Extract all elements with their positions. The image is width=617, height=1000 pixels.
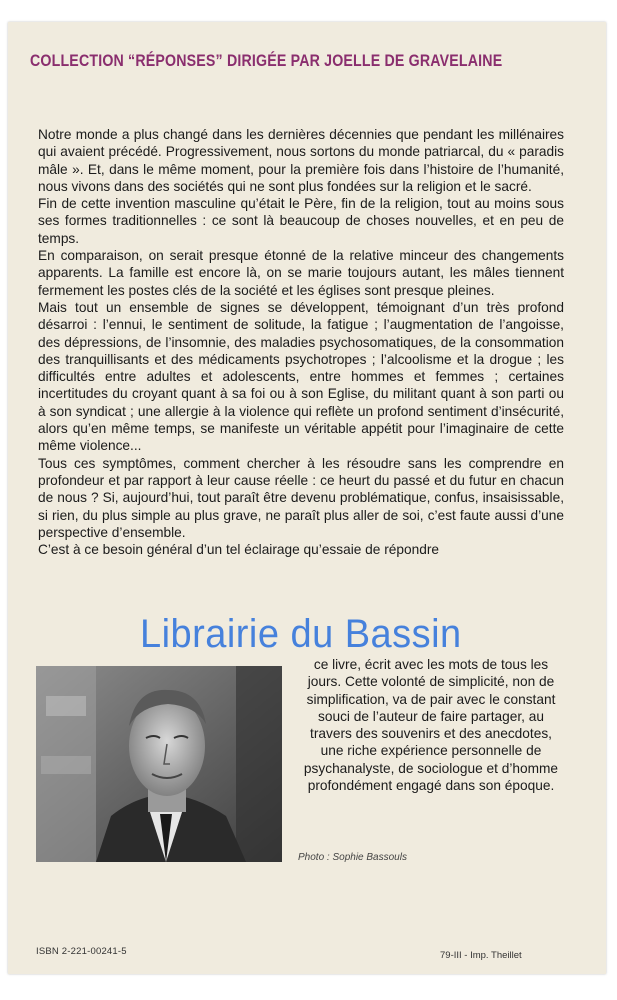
printer-label: 79-III - Imp. Theillet [440,950,522,961]
paragraph: Mais tout un ensemble de signes se développent, témoignant d’un très profond désarroi : l’ennui, le sentiment de solitude, la fatigue ; l’augmentation de l’angoisse, des dépressions, de l’insomnie, des maladies psychosomatiques, de la consommation des tranquillisants et des médicaments psychotropes ; l’alcoolisme et la drogue ; les difficultés entre adultes et adolescents, entre hommes et femmes ; certaines incertitudes du croyant quant à sa foi ou à son Eglise, du militant quant à son parti ou à son syndicat ; une allergie à la violence qui reflète un profond sentiment d’insécurité, alors qu’en même temps, se manifeste un véritable appétit pour l’imaginaire de cette même violence... [38,299,564,454]
portrait-side-text: ce livre, écrit avec les mots de tous les jours. Cette volonté de simplicité, non de simplification, va de pair avec le constant souci de l’auteur de faire partager, au travers des souvenirs et des anecdotes, une riche expérience personnelle de psychanalyste, de sociologue et d’homme profondément engagé dans son époque. [303,657,559,794]
collection-header-text: COLLECTION “RÉPONSES” DIRIGÉE PAR JOELLE DE GRAVELAINE [30,52,503,70]
photo-credit: Photo : Sophie Bassouls [298,852,407,863]
bookseller-watermark: Librairie du Bassin [140,612,462,656]
author-portrait-image [36,666,282,862]
author-photo [36,666,282,862]
paragraph: Notre monde a plus changé dans les dernières décennies que pendant les millénaires qui avaient précédé. Progressivement, nous sortons du monde patriarcal, du « paradis mâle ». Et, dans le même moment, pour la première fois dans l’histoire de l’humanité, nous vivons dans des sociétés qui ne sont plus fondées sur la religion et le sacré. [38,127,564,194]
paragraph: Tous ces symptômes, comment chercher à les résoudre sans les comprendre en profondeur et par rapport à leur cause réelle : ce heurt du passé et du futur en chacun de nous ? Si, aujourd’hui, tout paraît être devenu problématique, confus, insaisissable, si rien, du plus simple au plus grave, ne paraît plus aller de soi, c’est faute aussi d’une perspective d’ensemble. [38,455,564,540]
paragraph: En comparaison, on serait presque étonné de la relative minceur des changements apparents. La famille est encore là, on se marie toujours autant, les mâles tiennent fermement les postes clés de la société et les églises sont presque pleines. [38,248,564,298]
isbn-label: ISBN 2-221-00241-5 [36,946,127,957]
collection-header [30,52,503,71]
back-cover-text [38,126,564,558]
paragraph: C’est à ce besoin général d’un tel éclairage qu’essaie de répondre [38,542,440,558]
paragraph: Fin de cette invention masculine qu’était le Père, fin de la religion, tout au moins sous ses formes traditionnelles : ce sont là beaucoup de choses nouvelles, et en peu de temps. [38,196,564,246]
